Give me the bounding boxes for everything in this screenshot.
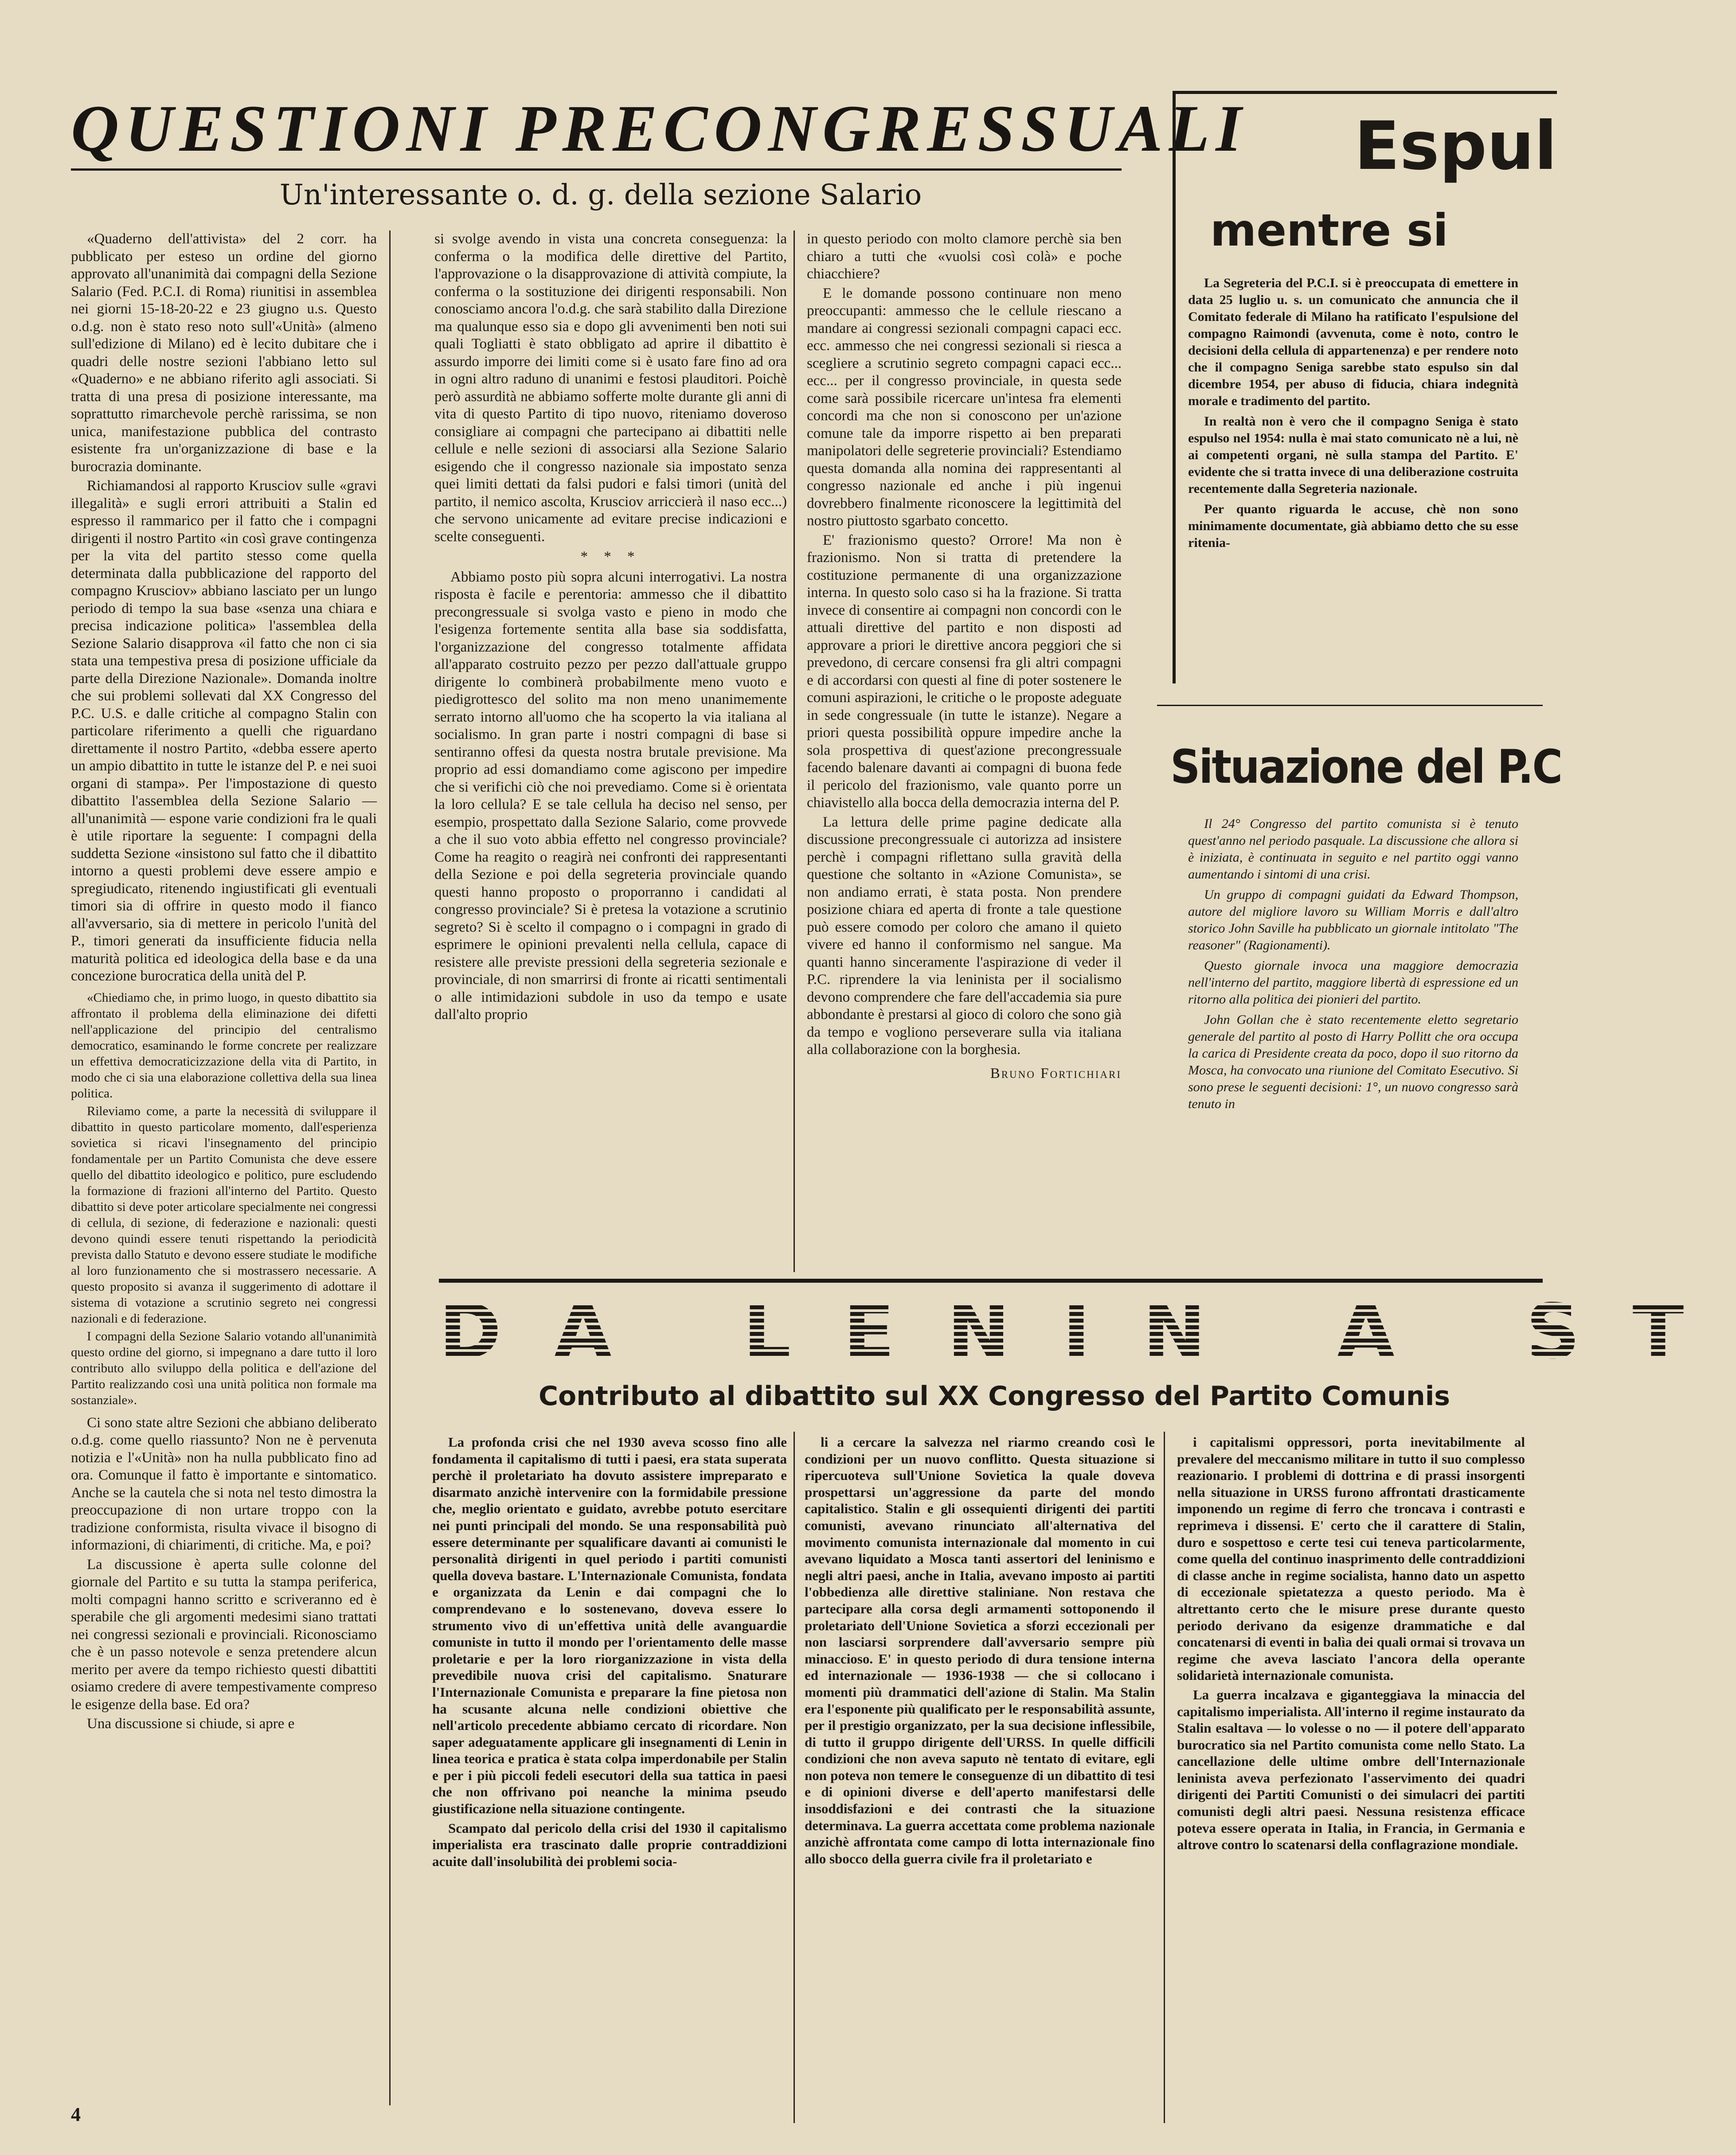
col2-para: Abbiamo posto più sopra alcuni interrogativi. La nostra risposta è facile e perentoria: ammesso che il dibattito precongressuale si svolga vasto e pieno in modo che l'esigenza fortemente sentita alla base sia soddisfatta, l'organizzazione del congresso totalmente affidata all'apparato costruito pezzo per pezzo dall'attuale gruppo dirigente lo combinerà probabilmente meno vuoto e piedigrottesco del solito ma non meno unanimemente serrato intorno all'uomo che ha scoperto la via italiana al socialismo. In gran parte i nostri compagni di base si sentiranno offesi da questa nostra brutale previsione. Ma proprio ad essi domandiamo come agiscono per impedire che si verifichi ciò che noi prevediamo. Come si è orientata la loro cellula? E se tale cellula ha deciso nel senso, per esempio, prospettato dalla Sezione Salario, come provvede a che il suo voto abbia effetto nel congresso provinciale? Come ha reagito o reagirà nei confronti dei rappresentanti della Sezione e poi della segreteria provinciale quando questi hanno proposto o proporranno i candidati al congresso provinciale? Si è pretesa la votazione a scrutinio segreto? Si è scelto il compagno o i compagni in grado di esprimere le opinioni prevalenti nella cellula, capace di resistere alle previste pressioni della segreteria sezionale e provinciale, di non smarrirsi di fronte ai ricatti sentimentali o alle intimidazioni subdole in uso da tempo e usate dall'alto proprio [434, 569, 787, 1023]
main-col-3 [807, 230, 1122, 1268]
lenin-para: La guerra incalzava e giganteggiava la minaccia del capitalismo imperialista. All'interno il regime instaurato da Stalin esaltava — lo volesse o no — il potere dell'apparato burocratico sia nel Partito comunista come nello Stato. La cancellazione delle ultime ombre dell'Internazionale leninista aveva perfezionato l'asservimento dei quadri dirigenti dei Partiti Comunisti o dei simulacri dei partiti comunisti degli altri paesi. Nessuna resistenza efficace poteva essere operata in Italia, in Francia, in Germania e altrove contro lo scatenarsi della conflagrazione mondiale. [1177, 1687, 1525, 1853]
lenin-subhead: Contributo al dibattito sul XX Congresso del Partito Comunis [539, 1381, 1450, 1412]
expulsion-para: La Segreteria del P.C.I. si è preoccupata di emettere in data 25 luglio u. s. un comunicato che annuncia che il Comitato federale di Milano ha ratificato l'espulsione del compagno Raimondi (avvenuta, come è noto, contro le decisioni della cellula di appartenenza) e per rendere noto che il compagno Seniga sarebbe stato espulso sin dal dicembre 1954, per abuso di fiducia, chiara indegnità morale e tradimento del partito. [1188, 276, 1518, 408]
page-number: 4 [71, 2104, 81, 2125]
lenin-banner-text: DA LENIN A ST [439, 1288, 1736, 1376]
lenin-col-1 [432, 1434, 787, 2125]
main-subhead: Un'interessante o. d. g. della sezione Salario [279, 179, 922, 211]
expulsion-para: In realtà non è vero che il compagno Seniga è stato espulso nel 1954: nulla è mai stato comunicato nè a lui, nè ai competenti organi, nè sulla stampa del Partito. E' evidente che si tratta invece di una deliberazione costruita recentemente dalla Segreteria nazionale. [1188, 414, 1518, 496]
col1-para: Richiamandosi al rapporto Krusciov sulle «gravi illegalità» e sugli errori attribuiti a Stalin ed espresso il rammarico per il fatto che i compagni dirigenti il nostro Partito «in così grave contingenza per la vita del partito stesso come quella determinata dalla pubblicazione del rapporto del compagno Krusciov» abbiano lasciato per un lungo periodo di tempo la sua base «senza una chiara e precisa indicazione politica» l'assemblea della Sezione Salario disapprova «il fatto che non ci sia stata una tempestiva presa di posizione ufficiale da parte della Direzione Nazionale». Domanda inoltre che sui problemi sollevati dal XX Congresso del P.C. U.S. e dalle critiche al compagno Stalin con particolare riferimento a quelli che riguardano direttamente il nostro Partito, «debba essere aperto un ampio dibattito in tutte le istanze del P. e nei suoi organi di stampa». Per l'impostazione di questo dibattito l'assemblea della Sezione Salario — all'unanimità — espone varie condizioni fra le quali è utile riportare la seguente: I compagni della suddetta Sezione «insistono sul fatto che il dibattito intorno a questi problemi deve essere ampio e spregiudicato, ritenendo ingiustificati gli eventuali timori sia di offrire in questo modo il fianco all'avversario, sia di mettere in pericolo l'unità del P., timori generati da insufficiente fiducia nella maturità politica ed ideologica della base e da una concezione burocratica della unità del P. [71, 478, 377, 984]
col1-para: «Quaderno dell'attivista» del 2 corr. ha pubblicato per esteso un ordine del giorno approvato all'unanimità dai compagni della Sezione Salario (Fed. P.C.I. di Roma) riunitisi in assemblea nei giorni 15-18-20-22 e 23 giugno u.s. Questo o.d.g. non è stato reso noto sull'«Unità» (almeno sull'edizione di Milano) ed è lecito dubitare che i quadri delle nostre sezioni l'abbiano letto sul «Quaderno» e ne abbiano riferito agli associati. Si tratta di una presa di posizione interessante, ma soprattutto rimarchevole perchè rarissima, se non unica, manifestazione pubblica del contrasto esistente fra un'organizzazione di base e la burocrazia dominante. [71, 231, 377, 475]
col1-quote: I compagni della Sezione Salario votando all'unanimità questo ordine del giorno, si impegnano a dare tutto il loro contributo allo sviluppo della politica e dell'azione del Partito realizzando così una unità politica non formale ma sostanziale». [71, 1329, 377, 1407]
column-divider [794, 230, 795, 1272]
section-stars: * * * [580, 549, 641, 565]
main-headline: QUESTIONI PRECONGRESSUALI [71, 92, 1248, 165]
col2-para: si svolge avendo in vista una concreta conseguenza: la conferma o la modifica delle direttive del Partito, l'approvazione o la disapprovazione di attività compiute, la conferma o la sostituzione dei dirigenti responsabili. Non conosciamo ancora l'o.d.g. che sarà stabilito dalla Direzione ma qualunque esso sia e dopo gli avvenimenti ben noti sui quali Togliatti è stato obbligato ad aprire il dibattito è assurdo imporre dei limiti come si è usato fare fino ad ora in ogni altro raduno di unanimi e festosi plauditori. Poichè però assurdità ne abbiamo sofferte molte durante gli anni di vita di questo Partito di tipo nuovo, riteniamo doveroso consigliare ai compagni che partecipano ai dibattiti nelle cellule e nelle sezioni di associarsi alla Sezione Salario esigendo che il congresso nazionale sia impostato senza quei limiti dettati da falsi pudori e falsi timori (unità del partito, il nemico ascolta, Krusciov arriccierà il naso ecc...) che servono unicamente ad evitare precise indicazioni e scelte conseguenti. [434, 231, 787, 545]
banner-rule-top [439, 1279, 1543, 1283]
situation-para: Il 24° Congresso del partito comunista si è tenuto quest'anno nel periodo pasquale. La discussione che allora si è iniziata, è continuata in seguito e nel partito oggi vanno aumentando i sintomi di una crisi. [1188, 816, 1518, 882]
expulsion-text [1188, 275, 1518, 691]
column-divider [389, 230, 391, 2105]
col1-para: La discussione è aperta sulle colonne del giornale del Partito e su tutta la stampa periferica, molti compagni hanno scritto e scriveranno ed è sperabile che gli argomenti medesimi siano trattati nei congressi sezionali e provinciali. Riconosciamo che è un passo notevole e senza pretendere alcun merito per avere da tempo richiesto questi dibattiti osiamo credere di avere tempestivamente compreso le esigenze della base. Ed ora? [71, 1556, 377, 1713]
lenin-para: i capitalismi oppressori, porta inevitabilmente al prevalere del meccanismo militare in tutto il suo complesso reazionario. I problemi di dottrina e di prassi insorgenti nella situazione in URSS furono affrontati drasticamente imponendo un regime di ferro che troncava i contrasti e reprimeva i dissensi. E' certo che il carattere di Stalin, duro e sospettoso e certe tesi cui teneva particolarmente, come quella del continuo inasprimento delle contraddizioni di classe anche in regime socialista, hanno dato un aspetto di eccezionale spietatezza a questo periodo. Ma è altrettanto certo che le misure prese durante questo periodo derivano da esigenze drammatiche e dal concatenarsi di eventi in balìa dei quali ormai si trovava un regime che aveva lasciato l'ancora della operante solidarietà internazionale comunista. [1177, 1434, 1525, 1683]
lenin-para: La profonda crisi che nel 1930 aveva scosso fino alle fondamenta il capitalismo di tutti i paesi, era stata superata perchè il proletariato ha dovuto assistere impreparato e disarmato anzichè intervenire con la formidabile pressione che, meglio orientato e guidato, avrebbe potuto esercitare nei punti principali del mondo. Se una responsabilità può essere determinante per squalificare davanti ai comunisti le personalità dirigenti in quel periodo i partiti comunisti quella doveva bastare. L'Internazionale Comunista, fondata e organizzata da Lenin e dai compagni che lo comprendevano e lo sostenevano, doveva essere lo strumento vivo di un'effettiva unità delle avanguardie comuniste in tutto il mondo per l'orientamento delle masse proletarie e per la loro riorganizzazione in vista della prevedibile nuova crisi del capitalismo. Snaturare l'Internazionale Comunista e preparare la fine pietosa non ha scusante alcuna nelle condizioni obiettive che nell'articolo precedente abbiamo cercato di ricordare. Non saper adeguatamente applicare gli insegnamenti di Lenin in linea teorica e pratica è stata colpa imperdonabile per Stalin e per i più piccoli fedeli esecutori della sua tattica in paesi che non offrivano poi neanche la minima pseudo giustificazione nella situazione contingente. [432, 1434, 787, 1817]
lenin-col-3 [1177, 1434, 1525, 2125]
expulsion-para: Per quanto riguarda le accuse, chè non sono minimamente documentate, già abbiamo detto che su esse ritenia- [1188, 502, 1518, 550]
situation-text [1188, 816, 1518, 1277]
expulsion-subtitle: mentre si [1210, 204, 1448, 256]
col3-para: E le domande possono continuare non meno preoccupanti: ammesso che le cellule riescano a mandare ai congressi sezionali compagni capaci ecc. ecc. ammesso che nei congressi sezionali si riesca a scegliere a scrutinio segreto compagni capaci ecc... ecc... per il congresso provinciale, in questa sede come sarà possibile ricercare un'intesa fra elementi concordi ma che non si conoscono per un'azione comune tale da imporre rispetto ai ben preparati manipolatori delle segreterie provinciali? Estendiamo questa domanda alla nomina dei rappresentanti al congresso nazionale ed anche i più ingenui dovrebbero finalmente riconoscere la legittimità del nostro piuttosto sgarbato concetto. [807, 285, 1122, 529]
section-rule [1157, 705, 1543, 706]
lenin-banner [439, 1288, 1736, 1376]
col1-quote: Rileviamo come, a parte la necessità di sviluppare il dibattito in questo particolare momento, dall'esperienza sovietica si ricavi l'insegnamento del principio fondamentale per un Partito Comunista che deve essere quello del dibattito ideologico e politico, pure escludendo la formazione di frazioni all'interno del Partito. Questo dibattito si deve poter articolare specialmente nei congressi di cellula, di sezione, di federazione e nazionali: questi devono quindi essere tenuti rispettando la periodicità prevista dallo Statuto e devono essere studiate le modifiche al loro funzionamento che si mostrassero necessarie. A questo proposito si avanza il suggerimento di adottare il sistema di votazione a scrutinio segreto nei congressi nazionali e di federazione. [71, 1104, 377, 1326]
main-col-2 [434, 230, 787, 1268]
situation-para: Un gruppo di compagni guidati da Edward Thompson, autore del migliore lavoro su William Morris e dall'altro storico John Saville ha pubblicato un giornale intitolato "The reasoner" (Ragionamenti). [1188, 887, 1518, 953]
col1-para: Ci sono state altre Sezioni che abbiano deliberato o.d.g. come quello riassunto? Non ne è pervenuta notizia e l'«Unità» non ha nulla pubblicato fino ad ora. Comunque il fatto è importante e sintomatico. Anche se la cautela che si nota nel testo dimostra la preoccupazione di non urtare troppo con la tradizione conformista, risulta vivace il bisogno di informazioni, di chiarimenti, di critiche. Ma, e poi? [71, 1414, 377, 1553]
situation-para: Questo giornale invoca una maggiore democrazia nell'interno del partito, maggiore libertà di espressione ed un ritorno alla politica dei pionieri del partito. [1188, 958, 1518, 1007]
col3-para: E' frazionismo questo? Orrore! Ma non è frazionismo. Non si tratta di pretendere la costituzione permanente di una organizzazione interna. In questo solo caso si ha la frazione. Si tratta invece di consentire ai compagni non concordi con le attuali direttive del partito e non disposti ad approvare a priori le direttive ancora peggiori che si prevedono, di cercare consensi fra gli altri compagni e di accordarsi con questi al fine di poter sostenere le comuni aspirazioni, le critiche o le proposte adeguate in sede congressuale (in tutte le istanze). Negare a priori questa possibilità oppure impedire anche la sola prospettiva di quest'azione precongressuale facendo balenare davanti ai compagni di buona fede il pericolo del frazionismo, vale quanto porre un chiavistello alla bocca della democrazia interna del P. [807, 532, 1122, 811]
expulsion-title: Espul [1354, 108, 1557, 185]
situation-title: Situazione del P.C [1170, 740, 1562, 794]
col3-para: in questo periodo con molto clamore perchè sia ben chiaro a tutti che «vuolsi così colà» e poche chiacchiere? [807, 231, 1122, 282]
col3-para: La lettura delle prime pagine dedicate alla discussione precongressuale ci autorizza ad insistere perchè i compagni riflettano sulla gravità della questione che soltanto in «Azione Comunista», se non andiamo errati, è stata posta. Non prendere posizione chiara ed aperta di fronte a tale questione può essere comodo per coloro che amano il quieto vivere ed hanno il conformismo nel sangue. Ma quanti hanno sinceramente l'aspirazione di veder il P.C. riprendere la via leninista per il socialismo devono comprendere che fare dell'accademia sia pure abbondante è prestarsi al gioco di coloro che sono già da tempo e vogliono perseverare sulla via italiana alla collaborazione con la borghesia. [807, 814, 1122, 1058]
column-divider [1164, 1432, 1165, 2123]
author-signature: Bruno Fortichiari [990, 1065, 1122, 1081]
main-col-1 [71, 230, 377, 2092]
lenin-para: li a cercare la salvezza nel riarmo creando così le condizioni per un nuovo conflitto. Questa situazione si ripercuoteva sull'Unione Sovietica la quale doveva prospettarsi un'aggressione da parte del mondo capitalistico. Stalin e gli ossequienti dirigenti dei partiti comunisti, avevano rinunciato all'alternativa del movimento comunista internazionale dal momento in cui avevano liquidato a Mosca tanti assertori del leninismo e negli altri paesi, anche in Italia, avevano imposto ai partiti l'obbedienza alle direttive staliniane. Non restava che partecipare alla corsa degli armamenti sottoponendo il proletariato dell'Unione Sovietica a sforzi eccezionali per non lasciarsi sorprendere dall'avversario sempre più minaccioso. E' in questo periodo di dura tensione interna ed internazionale — 1936-1938 — che si collocano i momenti più drammatici dell'azione di Stalin. Ma Stalin era l'esponente più qualificato per le responsabilità assunte, per il prestigio organizzato, per la sua decisione inflessibile, di tutto il gruppo dirigente dell'URSS. In quelle difficili condizioni che non aveva saputo nè tentato di evitare, egli non poteva non temere le conseguenze di un dibattito di tesi e di opinioni diverse e dell'aperto manifestarsi delle insoddisfazioni e dei contrasti che la situazione determinava. La guerra accettata come problema nazionale anzichè affrontata come campo di lotta internazionale fino allo sbocco della guerra civile fra il proletariato e [805, 1434, 1155, 1866]
col1-quote: «Chiediamo che, in primo luogo, in questo dibattito sia affrontato il problema della eliminazione dei difetti nell'applicazione del principio del centralismo democratico, esaminando le forme concrete per realizzare un effettiva democraticizzazione della vita di Partito, in modo che ci sia una elaborazione collettiva della sua linea politica. [71, 990, 377, 1101]
col1-para: Una discussione si chiude, si apre e [87, 1716, 295, 1732]
situation-para: John Gollan che è stato recentemente eletto segretario generale del partito al posto di Harry Pollitt che ora occupa la carica di Presidente creata da poco, dopo il suo ritorno da Mosca, ha convocato una riunione del Comitato Esecutivo. Si sono prese le seguenti decisioni: 1°, un nuovo congresso sarà tenuto in [1188, 1012, 1518, 1111]
lenin-para: Scampato dal pericolo della crisi del 1930 il capitalismo imperialista era trascinato dalle proprie contraddizioni acuite dall'insolubilità dei problemi socia- [432, 1820, 787, 1869]
lenin-col-2 [805, 1434, 1155, 2125]
column-divider [794, 1432, 795, 2123]
headline-rule [71, 168, 1122, 171]
